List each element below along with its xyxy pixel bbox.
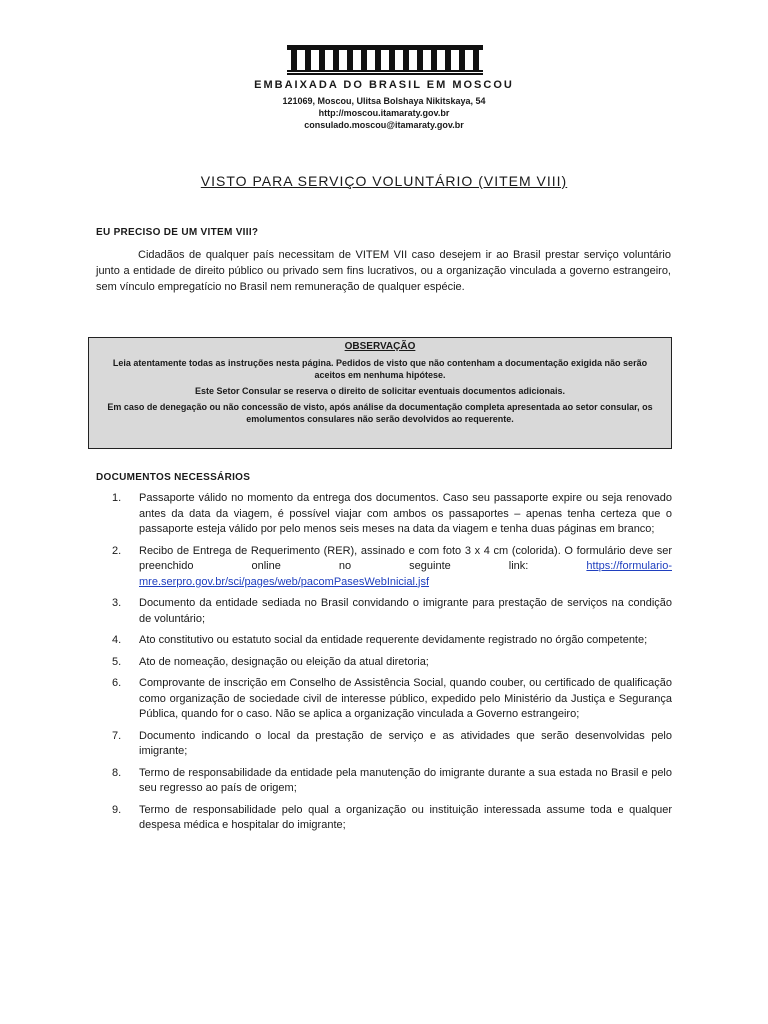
list-item-number: 5.: [112, 655, 122, 668]
list-item-number: 1.: [112, 492, 122, 504]
list-item: [112, 655, 672, 671]
list-item: [112, 676, 672, 723]
documents-list: [112, 491, 672, 840]
observation-box: [88, 337, 672, 449]
list-item-number: 4.: [112, 634, 122, 646]
list-item: [112, 544, 672, 591]
rer-form-link[interactable]: https://formulario-mre.serpro.gov.br/sci/pages/web/pacomPasesWebInicial.jsf: [139, 560, 672, 588]
list-item: [112, 491, 672, 538]
list-item-number: 9.: [112, 803, 122, 816]
observation-text-3: Em caso de denegação ou não concessão de visto, após análise da documentação completa apresentada ao setor consular, os emolumentos consulares não serão devolvidos ao requerente.: [107, 402, 653, 424]
list-item-number: 8.: [112, 766, 122, 779]
section-heading-documents: DOCUMENTOS NECESSÁRIOS: [96, 472, 251, 483]
list-item-text: Termo de responsabilidade pelo qual a organização ou instituição interessada assume toda e qualquer despesa médica e hospitalar do imigrante;: [139, 803, 672, 831]
list-item: [112, 633, 672, 649]
list-item-text: Comprovante de inscrição em Conselho de Assistência Social, quando couber, ou certificado de qualificação como organização de sociedade civil de interesse público, expedido pelo Ministério da Justiça e Segurança Pública, quando for o caso. Não se aplica a organização vinculada a Governo estrangeiro;: [139, 677, 672, 720]
list-item-number: 2.: [112, 544, 122, 557]
observation-text-1: Leia atentamente todas as instruções nesta página. Pedidos de visto que não contenham a documentação exigida não serão aceitos em nenhuma hipótese.: [112, 358, 648, 380]
list-item-text: Recibo de Entrega de Requerimento (RER), assinado e com foto 3 x 4 cm (colorida). O formulário deve ser preenchido online no seguinte link:: [139, 544, 672, 572]
list-item-text: Ato de nomeação, designação ou eleição da atual diretoria;: [139, 655, 429, 668]
list-item-number: 6.: [112, 677, 122, 689]
list-item-text: Ato constitutivo ou estatuto social da entidade requerente devidamente registrado no órgão competente;: [139, 634, 648, 646]
list-item-number: 7.: [112, 729, 122, 742]
embassy-website: http://moscou.itamaraty.gov.br: [318, 108, 450, 118]
list-item-number: 3.: [112, 597, 122, 609]
list-item-text: Documento indicando o local da prestação de serviço e as atividades que serão desenvolvidas pelo imigrante;: [139, 729, 672, 757]
observation-text-2: Este Setor Consular se reserva o direito de solicitar eventuais documentos adicionais.: [194, 386, 566, 396]
page-title: VISTO PARA SERVIÇO VOLUNTÁRIO (VITEM VIII): [200, 173, 568, 189]
list-item-text: Documento da entidade sediada no Brasil convidando o imigrante para prestação de serviços na condição de voluntário;: [139, 597, 672, 625]
list-item: [112, 596, 672, 627]
list-item: [112, 729, 672, 760]
intro-paragraph: Cidadãos de qualquer país necessitam de VITEM VII caso desejem ir ao Brasil prestar serviço voluntário junto a entidade de direito público ou privado sem fins lucrativos, ou a organização vinculada a governo estrangeiro, sem vínculo empregatício no Brasil nem remuneração de qualquer espécie.: [96, 249, 671, 293]
embassy-email: consulado.moscou@itamaraty.gov.br: [304, 120, 464, 130]
section-heading-need-visa: EU PRECISO DE UM VITEM VIII?: [96, 227, 259, 238]
building-columns-icon: [287, 45, 483, 75]
embassy-name: EMBAIXADA DO BRASIL EM MOSCOU: [254, 79, 514, 91]
list-item: [112, 803, 672, 834]
embassy-address: 121069, Moscou, Ulitsa Bolshaya Nikitskaya, 54: [282, 96, 486, 106]
list-item-text: Termo de responsabilidade da entidade pela manutenção do imigrante durante a sua estada no Brasil e pelo seu regresso ao país de origem;: [139, 766, 672, 794]
list-item: [112, 766, 672, 797]
observation-title: OBSERVAÇÃO: [344, 341, 416, 352]
list-item-text: Passaporte válido no momento da entrega dos documentos. Caso seu passaporte expire ou seja renovado antes da data da viagem, é possível viajar com ambos os passaportes – apenas tenha certeza que o passaporte esteja válido por pelo menos seis meses na data da viagem e tenha duas páginas em branco;: [139, 492, 672, 535]
